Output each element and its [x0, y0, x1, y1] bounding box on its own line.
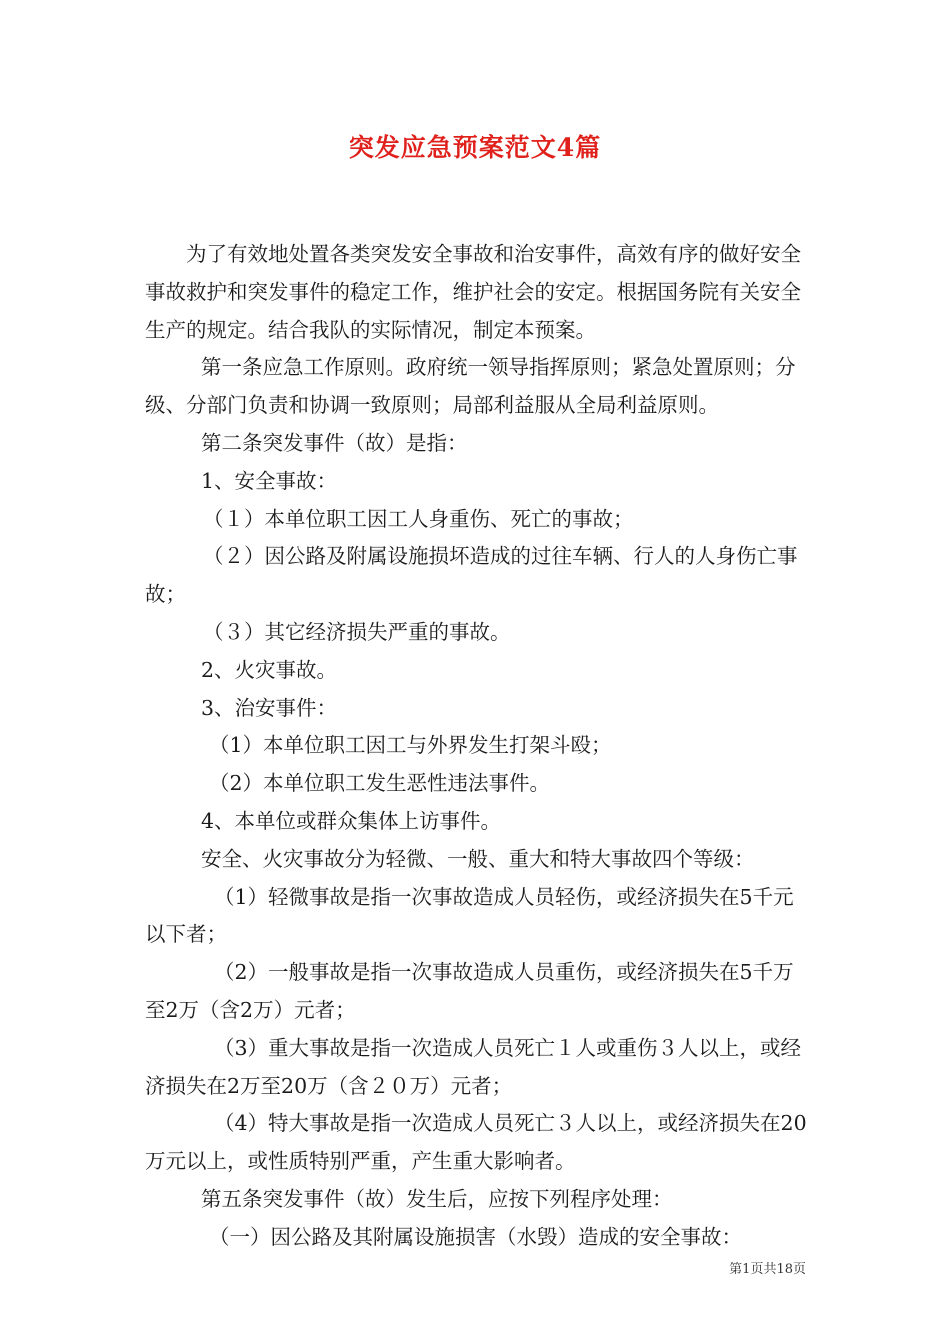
list-item-security-sub-2: （2）本单位职工发生恶性违法事件。	[209, 771, 551, 796]
paragraph-article-2: 第二条突发事件（故）是指：	[201, 430, 468, 455]
document-body	[145, 236, 810, 1257]
grade-minor: （1）轻微事故是指一次事故造成人员轻伤，或经济损失在5千元以下者；	[145, 884, 794, 947]
list-item-security-sub-1: （1）本单位职工因工与外界发生打架斗殴；	[209, 733, 612, 758]
paragraph-intro: 为了有效地处置各类突发安全事故和治安事件，高效有序的做好安全事故救护和突发事件的稳定工作，维护社会的安定。根据国务院有关安全生产的规定。结合我队的实际情况，制定本预案。	[145, 242, 801, 342]
grade-general: （2）一般事故是指一次事故造成人员重伤，或经济损失在5千万至2万（含2万）元者；	[145, 960, 794, 1022]
grade-severe: （4）特大事故是指一次造成人员死亡３人以上，或经济损失在20万元以上，或性质特别严重，产生重大影响者。	[145, 1111, 807, 1174]
page-number: 第1页共18页	[729, 1262, 806, 1277]
list-item-public-security: 3、治安事件：	[201, 695, 338, 720]
paragraph-article-5: 第五条突发事件（故）发生后，应按下列程序处理：	[201, 1186, 673, 1211]
list-item-sub-1: （１）本单位职工因工人身重伤、死亡的事故；	[203, 506, 634, 531]
paragraph-article-1: 第一条应急工作原则。政府统一领导指挥原则；紧急处置原则；分级、分部门负责和协调一致原则；局部利益服从全局利益原则。	[145, 355, 796, 418]
list-item-petition: 4、本单位或群众集体上访事件。	[201, 808, 502, 833]
list-item-fire-accident: 2、火灾事故。	[201, 657, 338, 682]
grade-major: （3）重大事故是指一次造成人员死亡１人或重伤３人以上，或经济损失在2万至20万（含２０万）元者；	[145, 1035, 802, 1098]
document-title: 突发应急预案范文4篇	[348, 133, 602, 162]
list-item-safety-accident: 1、安全事故：	[201, 468, 338, 493]
list-item-sub-3: （３）其它经济损失严重的事故。	[203, 619, 511, 644]
paragraph-accident-grades: 安全、火灾事故分为轻微、一般、重大和特大事故四个等级：	[201, 846, 755, 871]
list-item-procedure-1: （一）因公路及其附属设施损害（水毁）造成的安全事故：	[209, 1224, 742, 1249]
list-item-sub-2: （２）因公路及附属设施损坏造成的过往车辆、行人的人身伤亡事故；	[145, 544, 798, 607]
